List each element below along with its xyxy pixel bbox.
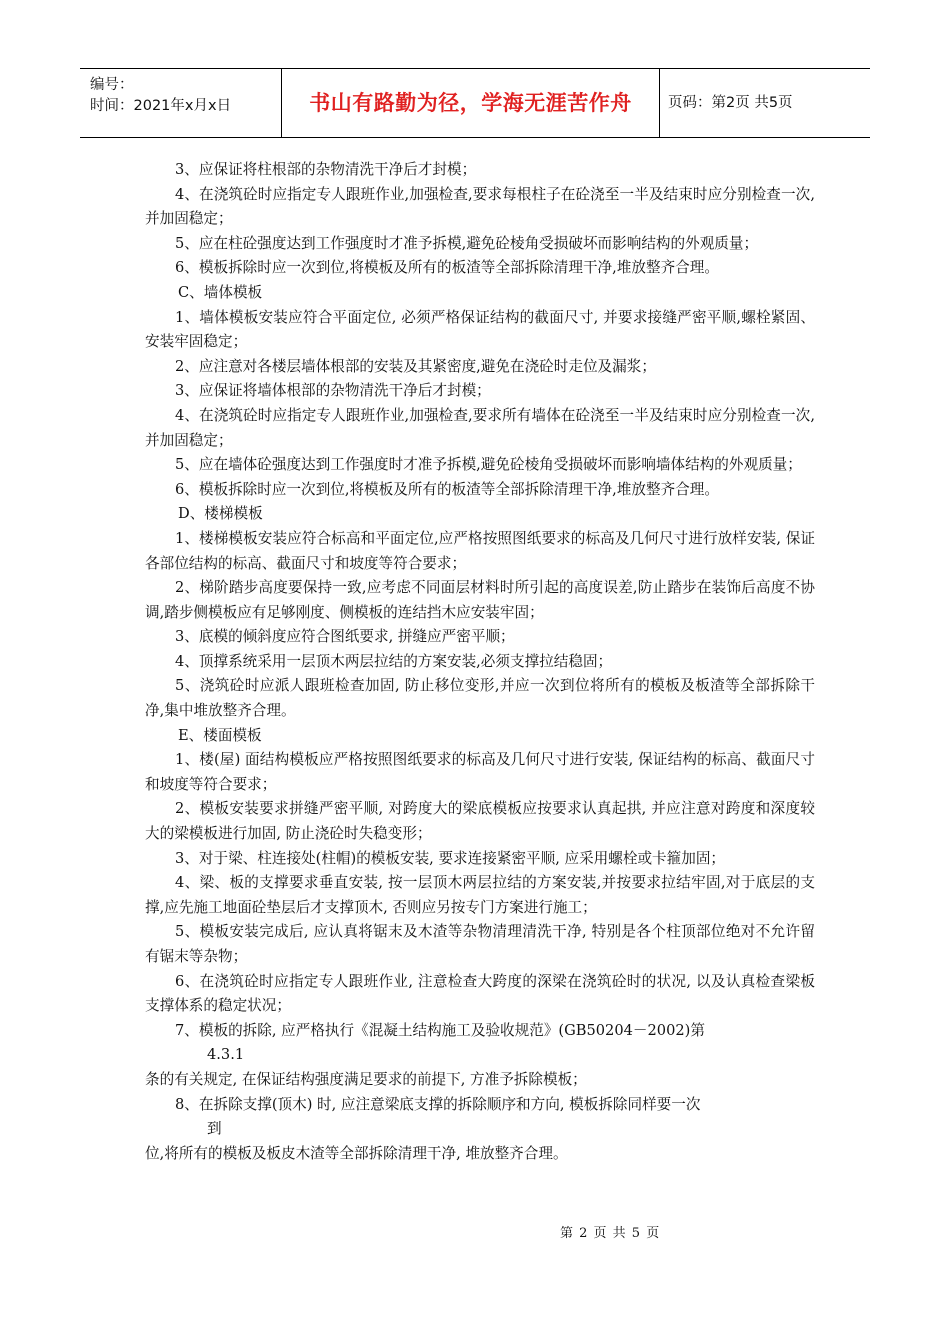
paragraph: 5、应在柱砼强度达到工作强度时才准予拆模,避免砼棱角受损破坏而影响结构的外观质量； [175, 234, 759, 252]
paragraph: 4、在浇筑砼时应指定专人跟班作业,加强检查,要求每根柱子在砼浇至一半及结束时应分别检查一次,并加固稳定； [145, 185, 815, 228]
paragraph: 5、模板安装完成后, 应认真将锯末及木渣等杂物清理清洗干净, 特别是各个柱顶部位绝对不允许留有锯末等杂物； [145, 923, 815, 965]
paragraph: 2、梯阶踏步高度要保持一致,应考虑不同面层材料时所引起的高度误差,防止踏步在装饰后高度不协调,踏步侧模板应有足够刚度、侧模板的连结挡木应安装牢固； [145, 579, 815, 621]
header-meta [80, 69, 282, 137]
paragraph: 3、应保证将柱根部的杂物清洗干净后才封模； [175, 161, 477, 178]
paragraph: 2、模板安装要求拼缝严密平顺, 对跨度大的梁底模板应按要求认真起拱, 并应注意对跨度和深度较大的梁模板进行加固, 防止浇砼时失稳变形； [145, 800, 815, 843]
paragraph: 8、在拆除支撑(顶木) 时, 应注意梁底支撑的拆除顺序和方向, 模板拆除同样要一次 [175, 1095, 701, 1113]
page-header [80, 68, 870, 138]
paragraph: 6、模板拆除时应一次到位,将模板及所有的板渣等全部拆除清理干净,堆放整齐合理。 [175, 259, 719, 277]
paragraph: 6、模板拆除时应一次到位,将模板及所有的板渣等全部拆除清理干净,堆放整齐合理。 [175, 480, 719, 498]
paragraph: 5、应在墙体砼强度达到工作强度时才准予拆模,避免砼棱角受损破坏而影响墙体结构的外观质量； [175, 456, 802, 474]
paragraph: 5、浇筑砼时应派人跟班检查加固, 防止移位变形,并应一次到位将所有的模板及板渣等全部拆除干净,集中堆放整齐合理。 [145, 677, 815, 720]
paragraph-continuation: 条的有关规定, 在保证结构强度满足要求的前提下, 方准予拆除模板； [145, 1070, 587, 1088]
section-heading: E、楼面模板 [178, 726, 262, 744]
paragraph-continuation: 位,将所有的模板及板皮木渣等全部拆除清理干净, 堆放整齐合理。 [145, 1144, 568, 1162]
paragraph: 2、应注意对各楼层墙体根部的安装及其紧密度,避免在浇砼时走位及漏浆； [175, 357, 656, 375]
paragraph-continuation: 到 [207, 1120, 222, 1138]
paragraph: 4、顶撑系统采用一层顶木两层拉结的方案安装,必须支撑拉结稳固； [175, 652, 613, 670]
document-body [145, 158, 815, 1166]
date-label: 时间：2021年x月x日 [90, 98, 232, 114]
header-motto: 书山有路勤为径，学海无涯苦作舟 [282, 69, 660, 137]
paragraph: 3、应保证将墙体根部的杂物清洗干净后才封模； [175, 382, 491, 400]
paragraph: 1、墙体模板安装应符合平面定位, 必须严格保证结构的截面尺寸, 并要求接缝严密平顺,螺栓紧固、安装牢固稳定； [145, 308, 815, 351]
section-heading: D、楼梯模板 [178, 505, 263, 523]
paragraph: 1、楼梯模板安装应符合标高和平面定位,应严格按照图纸要求的标高及几何尺寸进行放样安装, 保证各部位结构的标高、截面尺寸和坡度等符合要求； [145, 529, 815, 572]
header-page-info: 页码：第2页 共5页 [668, 95, 793, 111]
paragraph: 4、梁、板的支撑要求垂直安装, 按一层顶木两层拉结的方案安装,并按要求拉结牢固,对于底层的支撑,应先施工地面砼垫层后才支撑顶木, 否则应另按专门方案进行施工； [145, 874, 815, 916]
paragraph: 4、在浇筑砼时应指定专人跟班作业,加强检查,要求所有墙体在砼浇至一半及结束时应分别检查一次,并加固稳定； [145, 406, 815, 449]
paragraph: 3、对于梁、柱连接处(柱帽)的模板安装, 要求连接紧密平顺, 应采用螺栓或卡箍加固； [175, 849, 726, 867]
paragraph: 1、楼(屋) 面结构模板应严格按照图纸要求的标高及几何尺寸进行安装, 保证结构的标高、截面尺寸和坡度等符合要求； [145, 751, 815, 793]
paragraph: 6、在浇筑砼时应指定专人跟班作业, 注意检查大跨度的深梁在浇筑砼时的状况, 以及认真检查梁板支撑体系的稳定状况； [145, 972, 815, 1015]
code-label: 编号： [90, 77, 134, 93]
paragraph: 3、底模的倾斜度应符合图纸要求, 拼缝应严密平顺； [175, 628, 515, 646]
paragraph-continuation: 4.3.1 [207, 1046, 245, 1064]
paragraph: 7、模板的拆除, 应严格执行《混凝土结构施工及验收规范》(GB50204－2002)第 [175, 1021, 705, 1039]
section-heading: C、墙体模板 [178, 283, 263, 301]
page-footer: 第 2 页 共 5 页 [560, 1226, 661, 1241]
